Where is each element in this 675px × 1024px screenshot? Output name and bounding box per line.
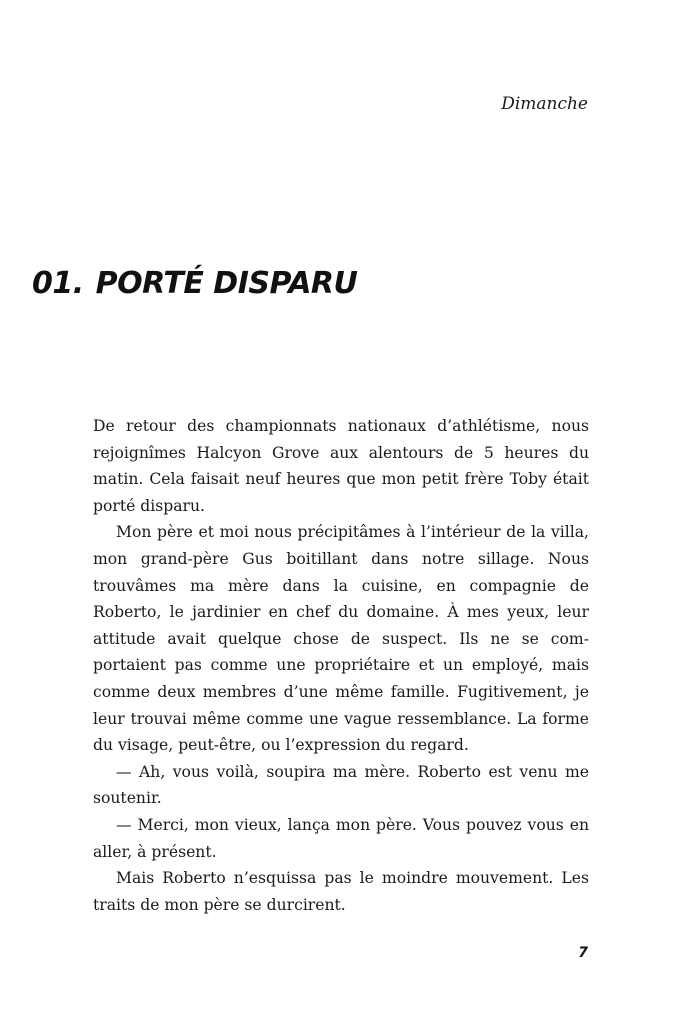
chapter-body <box>93 413 589 918</box>
page-number: 7 <box>578 945 588 961</box>
chapter-number: 01. <box>32 266 84 301</box>
paragraph: De retour des championnats nationaux d’athlétisme, nous rejoignîmes Halcyon Grove aux alentours de 5 heures du matin. Cela faisait neuf heures que mon petit frère Toby était porté disparu. <box>93 417 589 515</box>
section-day-label: Dimanche <box>501 94 588 114</box>
dialogue-paragraph: — Ah, vous voilà, soupira ma mère. Roberto est venu me soutenir. <box>93 762 589 808</box>
chapter-title: PORTÉ DISPARU <box>95 266 358 301</box>
paragraph: Mon père et moi nous précipitâmes à l’intérieur de la villa, mon grand-père Gus boitillant dans notre sillage. Nous trouvâmes ma mère dans la cuisine, en compagnie de Roberto, le jardinier en chef du domaine. À mes yeux, leur attitude avait quelque chose de suspect. Ils ne se comportaient pas comme une propriétaire et un employé, mais comme deux membres d’une même famille. Fugitivement, je leur trouvai même comme une vague ressemblance. La forme du visage, peut-être, ou l’expression du regard. <box>93 523 589 755</box>
chapter-heading <box>32 266 357 301</box>
paragraph: Mais Roberto n’esquissa pas le moindre mouvement. Les traits de mon père se durcirent. <box>93 869 589 914</box>
dialogue-paragraph: — Merci, mon vieux, lança mon père. Vous pouvez vous en aller, à présent. <box>93 815 589 861</box>
